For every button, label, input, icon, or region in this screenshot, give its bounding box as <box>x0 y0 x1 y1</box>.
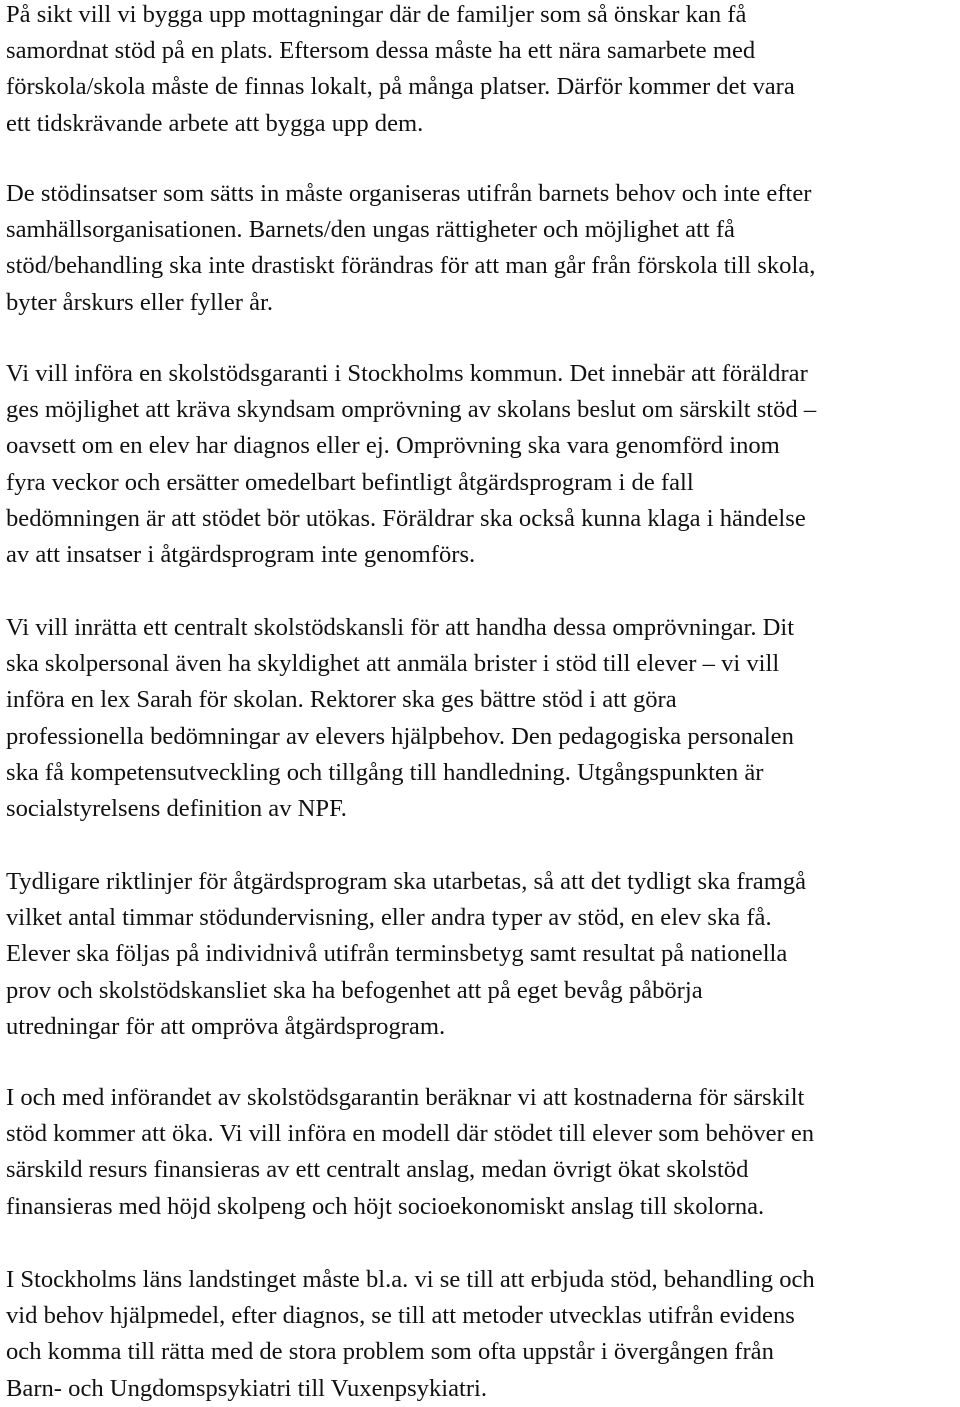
text-line: oavsett om en elev har diagnos eller ej. Omprövning ska vara genomförd inom <box>6 432 780 460</box>
text-line: utredningar för att ompröva åtgärdsprogram. <box>6 1012 446 1040</box>
text-line: samhällsorganisationen. Barnets/den ungas rättigheter och möjlighet att få <box>6 216 735 244</box>
text-line: De stödinsatser som sätts in måste organiseras utifrån barnets behov och inte efter <box>6 180 812 207</box>
text-line: Tydligare riktlinjer för åtgärdsprogram ska utarbetas, så att det tydligt ska framgå <box>6 868 807 895</box>
text-line: ska få kompetensutveckling och tillgång till handledning. Utgångspunkten är <box>6 758 764 786</box>
text-line: Elever ska följas på individnivå utifrån terminsbetyg samt resultat på nationella <box>6 940 788 968</box>
text-line: stöd kommer att öka. Vi vill införa en modell där stödet till elever som behöver en <box>6 1120 815 1148</box>
text-line: I Stockholms läns landstinget måste bl.a. vi se till att erbjuda stöd, behandling och <box>6 1266 815 1293</box>
text-line: av att insatser i åtgärdsprogram inte genomförs. <box>6 541 476 569</box>
text-line: vilket antal timmar stödundervisning, eller andra typer av stöd, en elev ska få. <box>6 904 772 932</box>
text-line: professionella bedömningar av elevers hjälpbehov. Den pedagogiska personalen <box>6 722 794 750</box>
text-line: byter årskurs eller fyller år. <box>6 288 274 316</box>
paragraph-mottagningar <box>6 0 795 142</box>
text-line: förskola/skola måste de finnas lokalt, på många platser. Därför kommer det vara <box>6 73 795 101</box>
text-line: Barn- och Ungdomspsykiatri till Vuxenpsykiatri. <box>6 1374 488 1402</box>
text-line: Vi vill införa en skolstödsgaranti i Stockholms kommun. Det innebär att föräldrar <box>6 360 808 387</box>
text-line: fyra veckor och ersätter omedelbart befintligt åtgärdsprogram i de fall <box>6 468 694 496</box>
paragraph-kostnader <box>6 1080 814 1225</box>
text-line: ska skolpersonal även ha skyldighet att anmäla brister i stöd till elever – vi vill <box>6 650 780 678</box>
text-line: vid behov hjälpmedel, efter diagnos, se till att metoder utvecklas utifrån evidens <box>6 1302 795 1330</box>
paragraph-stodinsatser <box>6 176 815 321</box>
text-line: och komma till rätta med de stora problem som ofta uppstår i övergången från <box>6 1338 774 1366</box>
paragraph-riktlinjer <box>6 864 806 1045</box>
text-line: särskild resurs finansieras av ett centralt anslag, medan övrigt ökat skolstöd <box>6 1156 749 1184</box>
text-line: bedömningen är att stödet bör utökas. Föräldrar ska också kunna klaga i händelse <box>6 504 806 532</box>
text-line: ett tidskrävande arbete att bygga upp dem. <box>6 109 424 137</box>
paragraph-landstinget <box>6 1262 815 1407</box>
text-line: finansieras med höjd skolpeng och höjt socioekonomiskt anslag till skolorna. <box>6 1192 765 1220</box>
text-line: På sikt vill vi bygga upp mottagningar där de familjer som så önskar kan få <box>6 1 747 28</box>
text-line: I och med införandet av skolstödsgarantin beräknar vi att kostnaderna för särskilt <box>6 1084 805 1111</box>
text-line: prov och skolstödskansliet ska ha befogenhet att på eget bevåg påbörja <box>6 976 703 1004</box>
text-line: införa en lex Sarah för skolan. Rektorer ska ges bättre stöd i att göra <box>6 686 677 714</box>
text-line: samordnat stöd på en plats. Eftersom dessa måste ha ett nära samarbete med <box>6 37 756 65</box>
text-line: socialstyrelsens definition av NPF. <box>6 795 347 823</box>
text-line: Vi vill inrätta ett centralt skolstödskansli för att handha dessa omprövningar. Dit <box>6 614 795 641</box>
text-line: ges möjlighet att kräva skyndsam omprövning av skolans beslut om särskilt stöd – <box>6 396 817 424</box>
text-line: stöd/behandling ska inte drastiskt förändras för att man går från förskola till skola, <box>6 252 816 280</box>
paragraph-skolstodsgaranti <box>6 356 816 573</box>
paragraph-skolstodskansli <box>6 610 794 827</box>
